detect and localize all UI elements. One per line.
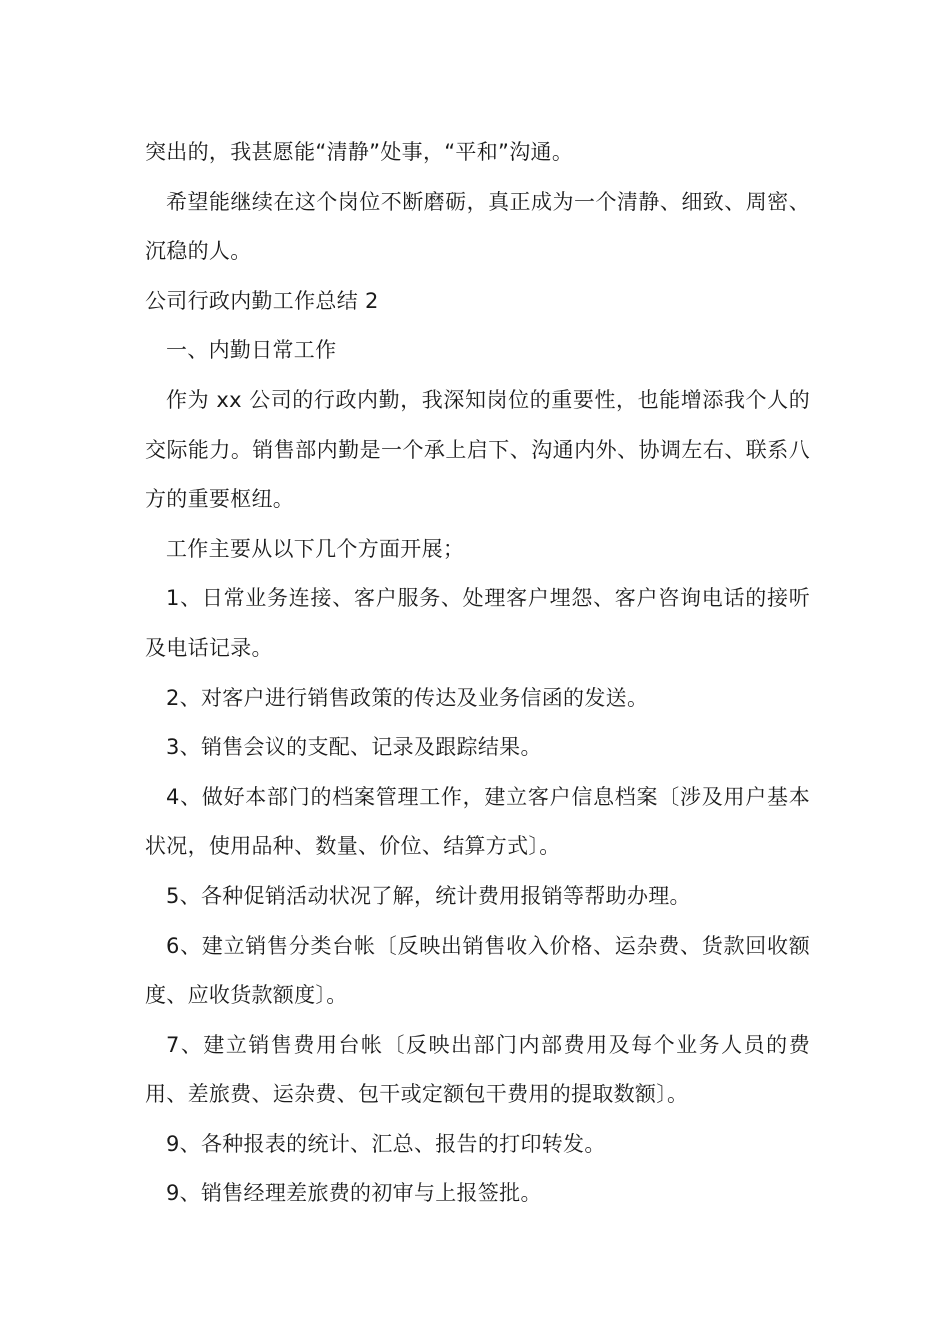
section-heading-daily-work: 一、内勤日常工作 — [166, 338, 337, 363]
list-item-9b: 9、销售经理差旅费的初审与上报签批。 — [166, 1181, 542, 1206]
list-item-5: 5、各种促销活动状况了解，统计费用报销等帮助办理。 — [166, 883, 691, 908]
list-item-9a: 9、各种报表的统计、汇总、报告的打印转发。 — [166, 1131, 606, 1156]
document-body — [145, 128, 810, 1219]
paragraph-role: 作为 xx 公司的行政内勤，我深知岗位的重要性，也能增添我个人的交际能力。销售部内勤是一个承上启下、沟通内外、协调左右、联系八方的重要枢纽。 — [145, 387, 810, 512]
list-item-6: 6、建立销售分类台帐〔反映出销售收入价格、运杂费、货款回收额度、应收货款额度〕。 — [145, 933, 810, 1008]
section-title: 公司行政内勤工作总结 2 — [145, 288, 379, 313]
list-item-3: 3、销售会议的支配、记录及跟踪结果。 — [166, 735, 542, 760]
list-item-4: 4、做好本部门的档案管理工作，建立客户信息档案〔涉及用户基本状况，使用品种、数量、价位、结算方式〕。 — [145, 784, 810, 859]
paragraph-work-aspects: 工作主要从以下几个方面开展； — [166, 536, 465, 561]
list-item-1: 1、日常业务连接、客户服务、处理客户埋怨、客户咨询电话的接听及电话记录。 — [145, 586, 810, 660]
list-item-2: 2、对客户进行销售政策的传达及业务信函的发送。 — [166, 685, 649, 710]
paragraph-hope: 希望能继续在这个岗位不断磨砺，真正成为一个清静、细致、周密、沉稳的人。 — [145, 189, 810, 264]
list-item-7: 7、建立销售费用台帐〔反映出部门内部费用及每个业务人员的费用、差旅费、运杂费、包干或定额包干费用的提取数额〕。 — [145, 1032, 810, 1107]
paragraph-intro-tail: 突出的，我甚愿能“清静”处事，“平和”沟通。 — [145, 140, 574, 164]
